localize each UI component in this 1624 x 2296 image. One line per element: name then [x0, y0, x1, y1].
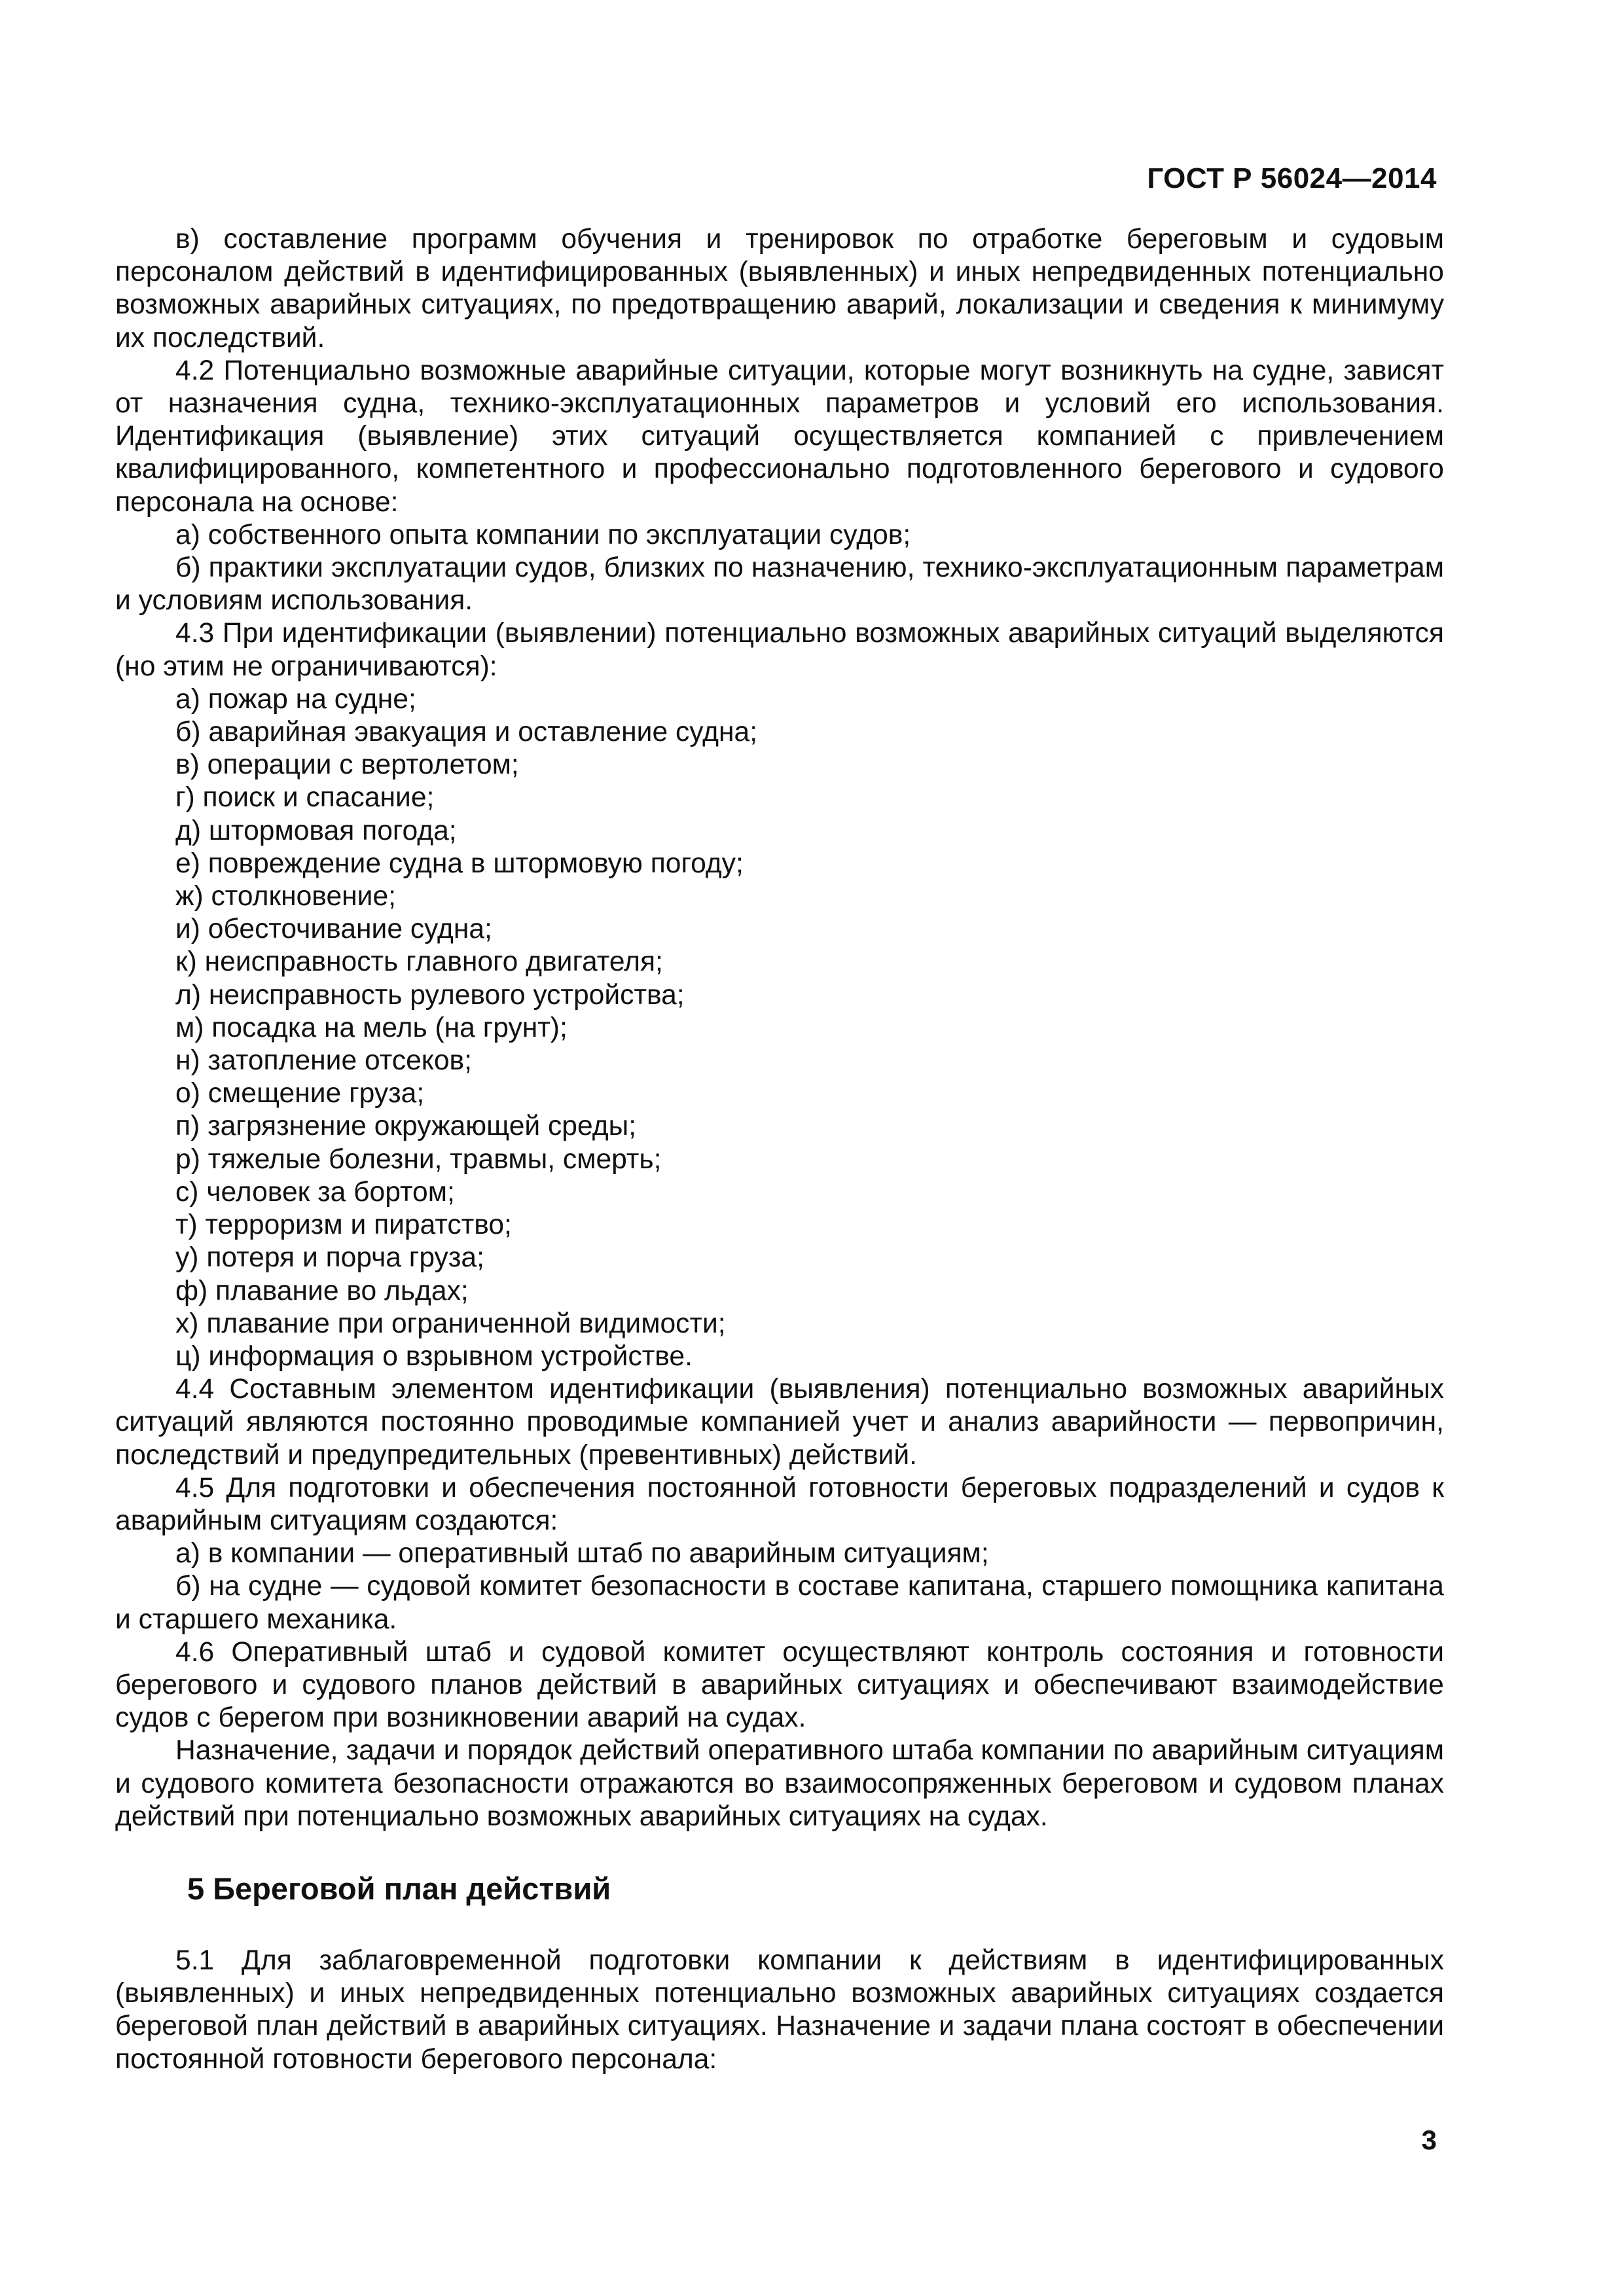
- paragraph: 4.6 Оперативный штаб и судовой комитет осуществляют контроль состояния и готовности берегового и судового планов действий в аварийных ситуациях и обеспечивают взаимодействие судов с берегом при возникновении аварий на судах.: [115, 1636, 1444, 1734]
- list-item: р) тяжелые болезни, травмы, смерть;: [175, 1143, 662, 1175]
- list-item: д) штормовая погода;: [175, 814, 457, 846]
- list-item: о) смещение груза;: [175, 1077, 425, 1109]
- paragraph: Назначение, задачи и порядок действий оперативного штаба компании по аварийным ситуациям и судового комитета безопасности отражаются во взаимосопряженных береговом и судовом планах действий при потенциально возможных аварийных ситуациях на судах.: [115, 1734, 1444, 1832]
- section-heading: 5 Береговой план действий: [187, 1871, 611, 1906]
- page-number: 3: [1421, 2125, 1437, 2155]
- paragraph: а) собственного опыта компании по эксплуатации судов;: [175, 518, 911, 550]
- list-item: н) затопление отсеков;: [175, 1045, 473, 1077]
- standard-code: ГОСТ Р 56024—2014: [1147, 162, 1437, 194]
- list-item: к) неисправность главного двигателя;: [175, 946, 663, 978]
- list-item: у) потеря и порча груза;: [175, 1242, 484, 1274]
- paragraph: б) практики эксплуатации судов, близких по назначению, технико-эксплуатационным параметрам и условиям использования.: [115, 552, 1444, 617]
- document-body: [115, 223, 1444, 2075]
- paragraph: 4.4 Составным элементом идентификации (выявления) потенциально возможных аварийных ситуаций являются постоянно проводимые компанией учет и анализ аварийности — первопричин, последствий и предупредительных (превентивных) действий.: [115, 1373, 1444, 1471]
- paragraph: 4.3 При идентификации (выявлении) потенциально возможных аварийных ситуаций выделяются (но этим не ограничиваются):: [115, 617, 1444, 682]
- list-item: в) операции с вертолетом;: [175, 749, 519, 781]
- list-item: х) плавание при ограниченной видимости;: [175, 1307, 726, 1339]
- paragraph: 5.1 Для заблаговременной подготовки компании к действиям в идентифицированных (выявленных) и иных непредвиденных потенциально возможных аварийных ситуациях создается береговой план действий в аварийных ситуациях. Назначение и задачи плана состоят в обеспечении постоянной готовности берегового персонала:: [115, 1944, 1444, 2075]
- paragraph: в) составление программ обучения и тренировок по отработке береговым и судовым персоналом действий в идентифицированных (выявленных) и иных непредвиденных потенциально возможных аварийных ситуациях, по предотвращению аварий, локализации и сведения к минимуму их последствий.: [115, 223, 1444, 353]
- list-item: ж) столкновение;: [175, 880, 396, 912]
- list-item: е) повреждение судна в штормовую погоду;: [175, 847, 744, 879]
- paragraph: 4.5 Для подготовки и обеспечения постоянной готовности береговых подразделений и судов к аварийным ситуациям создаются:: [115, 1471, 1444, 1536]
- list-item: л) неисправность рулевого устройства;: [175, 978, 685, 1011]
- list-item: м) посадка на мель (на грунт);: [175, 1011, 568, 1043]
- list-item: а) пожар на судне;: [175, 683, 416, 715]
- list-item: ф) плавание во льдах;: [175, 1274, 469, 1306]
- list-item: б) аварийная эвакуация и оставление судна;: [175, 716, 758, 748]
- list-item: с) человек за бортом;: [175, 1175, 455, 1208]
- list-item: и) обесточивание судна;: [175, 913, 492, 945]
- list-item: п) загрязнение окружающей среды;: [175, 1110, 637, 1142]
- paragraph: 4.2 Потенциально возможные аварийные ситуации, которые могут возникнуть на судне, зависят от назначения судна, технико-эксплуатационных параметров и условий его использования. Идентификация (выявление) этих ситуаций осуществляется компанией с привлечением квалифицированного, компетентного и профессионально подготовленного берегового и судового персонала на основе:: [115, 354, 1444, 518]
- paragraph: а) в компании — оперативный штаб по аварийным ситуациям;: [175, 1537, 989, 1570]
- situations-list: [115, 683, 1444, 1372]
- paragraph: б) на судне — судовой комитет безопасности в составе капитана, старшего помощника капитана и старшего механика.: [115, 1570, 1444, 1635]
- list-item: т) терроризм и пиратство;: [175, 1209, 512, 1241]
- list-item: ц) информация о взрывном устройстве.: [175, 1340, 693, 1372]
- list-item: г) поиск и спасание;: [175, 781, 435, 814]
